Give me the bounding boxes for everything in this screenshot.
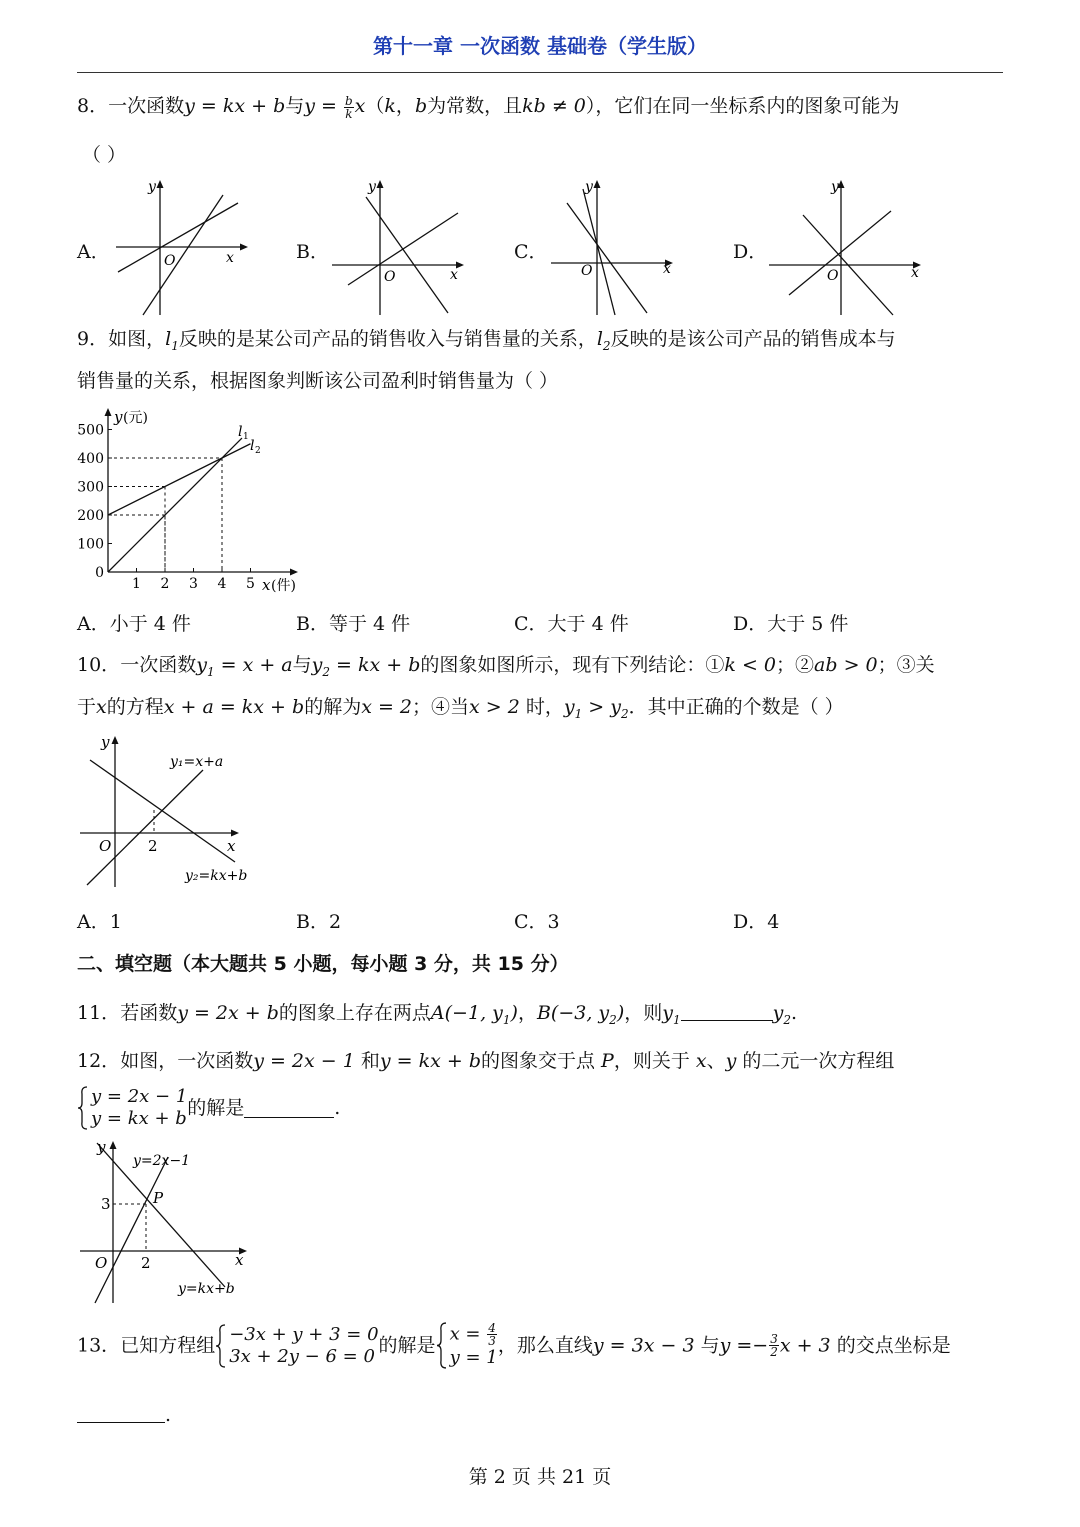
question-13-text — [77, 1322, 951, 1369]
q13-answer-blank[interactable] — [77, 1404, 165, 1423]
q10-l2d: ；④当 — [412, 696, 470, 718]
q10-t1: 一次函数 — [120, 654, 197, 676]
q11-y2: y — [772, 1002, 784, 1024]
q13-e2-num: 3 — [770, 1332, 778, 1346]
q13-sol-num: 4 — [488, 1321, 496, 1335]
q9-l2-sub: 2 — [602, 338, 611, 353]
q8-answer-paren: （ ） — [82, 144, 127, 166]
q10-y2-sub: 2 — [322, 664, 331, 679]
q10-l2y2: y — [610, 696, 621, 718]
q8-comma: ， — [395, 95, 415, 117]
q12-line2-label: y=kx+b — [178, 1281, 235, 1297]
q9-option-b: B．等于 4 件 — [296, 613, 411, 635]
q12-e1: y = 2x − 1 — [253, 1050, 355, 1072]
q11-e1: y = 2x + b — [177, 1002, 279, 1024]
q9-y-tick-400: 400 — [77, 451, 104, 467]
q9-line1-label: l — [238, 424, 243, 440]
q13-t4: 与 — [694, 1334, 720, 1357]
origin-label: O — [581, 263, 593, 279]
q12-t2: 和 — [354, 1050, 380, 1072]
q13-sol-den: 3 — [488, 1334, 496, 1348]
q10-l2b: 的方程 — [106, 696, 164, 718]
y-arrow-icon — [377, 180, 384, 188]
q13-brace-icon — [215, 1324, 227, 1368]
q10-l2y2-sub: 2 — [621, 706, 629, 721]
q11-t1: 若函数 — [120, 1002, 178, 1024]
q12-t3: 的图象交于点 — [481, 1050, 602, 1072]
q8-t1: 一次函数 — [108, 95, 185, 117]
q12-brace-icon — [77, 1086, 89, 1130]
x-axis-label: x — [450, 267, 458, 283]
y-axis-label: y — [148, 179, 156, 195]
q9-l2: l — [596, 328, 603, 350]
q8-option-a-label: A． — [77, 241, 110, 263]
q11-y1: y — [662, 1002, 673, 1024]
q10-t5: ；③关 — [877, 654, 935, 676]
x-axis-label: x — [911, 265, 919, 281]
q9-x-arrow-icon — [290, 569, 298, 576]
q10-y2: y — [311, 654, 323, 676]
q12-sys-eq1: y = 2x − 1 — [91, 1086, 188, 1107]
q10-option-b: B．2 — [296, 911, 342, 933]
origin-label: O — [384, 269, 396, 285]
q11-end: . — [791, 1002, 798, 1024]
question-12-text-line2 — [77, 1086, 340, 1130]
x-axis-label: x — [226, 250, 234, 266]
q9-t3: 反映的是该公司产品的销售成本与 — [610, 328, 896, 350]
q9-lines — [108, 438, 251, 572]
q13-t2: 的解是 — [378, 1334, 436, 1357]
q9-t1: 如图， — [108, 328, 166, 350]
q9-y-tick-300: 300 — [77, 479, 104, 496]
y-axis-label: y — [831, 179, 839, 195]
q13-equation-system — [215, 1324, 378, 1368]
q9-y-tick-200: 200 — [77, 508, 104, 524]
q9-x-unit: (件) — [271, 578, 296, 594]
q12-origin: O — [95, 1254, 108, 1272]
q12-t4: ，则关于 — [613, 1050, 696, 1072]
q8-expr1: y = kx + b — [184, 95, 286, 117]
q9-x-tick-4: 4 — [217, 576, 227, 592]
q8-frac-num: b — [344, 93, 353, 108]
q13-sol-y: y = 1 — [449, 1347, 498, 1368]
q13-solution-system — [436, 1322, 498, 1369]
q13-t3: ，那么直线 — [497, 1334, 593, 1357]
q8-t4: 为常数，且 — [427, 95, 523, 117]
q10-y1: y — [196, 654, 207, 676]
q10-x-arrow-icon — [231, 830, 239, 837]
q10-e1b: = x + a — [214, 654, 293, 676]
q8-option-c-label: C． — [514, 241, 548, 263]
q11-t3: ，则 — [624, 1002, 663, 1024]
q10-l2f: 时， — [519, 696, 564, 718]
question-11-text — [77, 998, 797, 1035]
q10-l2g: ．其中正确的个数是（ ） — [628, 696, 844, 718]
q11-answer-blank[interactable] — [681, 1002, 773, 1021]
q9-chart — [70, 402, 320, 600]
graph-line-1 — [366, 197, 448, 313]
q11-B: B(−3, y — [536, 1002, 610, 1024]
q8-expr2a: y = — [304, 95, 343, 117]
q13-t1: 已知方程组 — [120, 1334, 216, 1357]
q10-l2e: x + a = kx + b — [163, 696, 305, 718]
q10-l2y1-sub: 1 — [574, 706, 583, 721]
q12-t5: 、 — [706, 1050, 726, 1072]
q11-B-sub: 2 — [609, 1012, 617, 1027]
q12-end: . — [334, 1097, 341, 1119]
q9-y-label: y — [114, 408, 123, 426]
q9-l1: l — [165, 328, 172, 350]
q8-option-b-label: B． — [296, 241, 329, 263]
q13-sys-eq1: −3x + y + 3 = 0 — [229, 1323, 379, 1345]
q10-option-a: A．1 — [77, 911, 122, 933]
q9-tick-labels — [77, 423, 255, 593]
q8-graph-b — [328, 175, 468, 320]
x-arrow-icon — [240, 244, 248, 251]
q10-y1-sub: 1 — [206, 664, 215, 679]
q9-x-label: x — [262, 576, 271, 594]
q9-y-tick-0: 0 — [95, 565, 104, 581]
q13-sys-eq2: 3x + 2y − 6 = 0 — [229, 1345, 375, 1367]
q13-e2a: y =− — [719, 1334, 769, 1357]
q9-t2: 反映的是某公司产品的销售收入与销售量的关系， — [178, 328, 597, 350]
question-9-text-line2: 销售量的关系，根据图象判断该公司盈利时销售量为（ ） — [77, 370, 559, 392]
q9-l1-sub: 1 — [171, 338, 179, 353]
graph-line-2 — [348, 213, 458, 285]
q8-t2: 与 — [285, 95, 305, 117]
q12-tick-3: 3 — [101, 1195, 111, 1213]
q9-y-tick-100: 100 — [77, 536, 104, 553]
y-arrow-icon — [594, 180, 601, 188]
q9-x-tick-3: 3 — [189, 576, 198, 592]
q13-e1: y = 3x − 3 — [592, 1334, 695, 1357]
graph-line-2 — [143, 195, 223, 315]
q10-x-label: x — [227, 837, 236, 855]
q10-number: 10． — [77, 654, 121, 676]
q9-x-tick-5: 5 — [246, 576, 255, 592]
origin-label: O — [827, 268, 839, 284]
q12-tick-2: 2 — [141, 1254, 151, 1272]
q10-t2: 与 — [292, 654, 312, 676]
q10-l2e3: x > 2 — [469, 696, 520, 718]
q13-sol-x: x = — [449, 1323, 487, 1345]
q8-expr3: kb ≠ 0 — [522, 95, 586, 117]
q10-l2c: 的解为 — [304, 696, 362, 718]
graph-line-1 — [567, 203, 647, 313]
q12-x-label: x — [235, 1251, 244, 1269]
q8-expr2b: x — [354, 95, 366, 117]
q12-t1: 如图，一次函数 — [120, 1050, 254, 1072]
question-10-text-line2 — [77, 692, 844, 729]
q8-option-d-label: D． — [733, 241, 768, 263]
q8-k: k — [384, 95, 396, 117]
q12-e2: y = kx + b — [379, 1050, 481, 1072]
q9-y-unit: (元) — [123, 410, 148, 426]
question-9-text-line1 — [77, 324, 896, 361]
q13-e2-den: 2 — [770, 1345, 778, 1359]
q8-fraction — [344, 95, 354, 120]
question-10-text-line1 — [77, 650, 935, 687]
q11-y2-sub: 2 — [783, 1012, 791, 1027]
q12-y-label: y — [97, 1138, 106, 1156]
q8-frac-den: k — [345, 106, 353, 121]
q9-option-d: D．大于 5 件 — [733, 613, 849, 635]
q11-number: 11． — [77, 1002, 121, 1024]
page-header-title: 第十一章 一次函数 基础卷（学生版） — [373, 34, 707, 58]
q13-t5: 的交点坐标是 — [830, 1334, 951, 1357]
q12-sys-eq2: y = kx + b — [91, 1108, 187, 1129]
q10-e2b: = kx + b — [330, 654, 421, 676]
question-8-text — [77, 91, 899, 121]
q12-answer-blank[interactable] — [244, 1099, 334, 1118]
q13-e2b: x + 3 — [779, 1334, 831, 1357]
q13-end: . — [165, 1404, 172, 1426]
q9-option-a: A．小于 4 件 — [77, 613, 191, 635]
q11-A-sub: 1 — [502, 1012, 511, 1027]
q12-t6: 的二元一次方程组 — [736, 1050, 895, 1072]
q10-tick-2: 2 — [148, 837, 158, 855]
q8-number: 8． — [77, 95, 109, 117]
q13-answer-line — [77, 1400, 171, 1430]
q9-line2-sub: 2 — [255, 446, 261, 456]
q8-graph-a — [110, 175, 250, 320]
q10-l2gt: > — [582, 696, 611, 718]
q9-number: 9． — [77, 328, 109, 350]
q11-B-end: ) — [616, 1002, 625, 1024]
y-axis-label: y — [368, 179, 376, 195]
q10-option-d: D．4 — [733, 911, 780, 933]
q11-A: A(−1, y — [430, 1002, 503, 1024]
q12-t7: 的解是 — [187, 1097, 245, 1119]
q11-A-end: ) — [510, 1002, 518, 1024]
q9-x-tick-1: 1 — [132, 576, 141, 592]
q12-line-2x-1 — [95, 1157, 168, 1303]
q10-figure — [75, 730, 275, 892]
q12-number: 12． — [77, 1050, 121, 1072]
q13-sol-frac — [487, 1322, 497, 1347]
graph-line-2 — [583, 189, 615, 315]
q10-y-label: y — [101, 733, 110, 751]
origin-label: O — [164, 253, 176, 269]
q9-line1-sub: 1 — [243, 432, 249, 442]
q10-t3: 的图象如图所示，现有下列结论：① — [420, 654, 725, 676]
question-12-text-line1 — [77, 1046, 894, 1076]
graph-line-2 — [789, 211, 891, 295]
section-2-title: 二、填空题（本大题共 5 小题，每小题 3 分，共 15 分） — [77, 953, 569, 975]
q8-graph-d — [765, 175, 930, 320]
q12-equation-system — [77, 1086, 187, 1130]
q13-e2-frac — [769, 1333, 779, 1358]
page-footer: 第 2 页 共 21 页 — [468, 1466, 612, 1488]
q10-origin: O — [99, 837, 112, 855]
header-rule — [77, 72, 1003, 73]
y-axis-label: y — [585, 179, 593, 195]
q9-option-c: C．大于 4 件 — [514, 613, 629, 635]
q8-t5: ），它们在同一坐标系内的图象可能为 — [585, 95, 900, 117]
q10-line1-label: y₁=x+a — [170, 754, 224, 770]
q12-figure — [75, 1135, 265, 1307]
q9-y-arrow-icon — [105, 408, 112, 416]
x-axis-label: x — [663, 261, 671, 277]
q10-line-y2 — [90, 760, 235, 862]
q12-line1-label: y=2x−1 — [133, 1153, 191, 1169]
q12-P: P — [601, 1050, 614, 1072]
q12-x: x — [695, 1050, 707, 1072]
q8-b: b — [414, 95, 428, 117]
q11-t2: 的图象上存在两点 — [278, 1002, 431, 1024]
q11-comma: ， — [517, 1002, 537, 1024]
q13-solution-brace-icon — [436, 1322, 448, 1369]
q10-y-arrow-icon — [112, 736, 119, 744]
q13-number: 13． — [77, 1334, 121, 1357]
q10-c2: ab > 0 — [814, 654, 878, 676]
q8-graph-c — [545, 175, 685, 320]
q10-c1: k < 0 — [724, 654, 777, 676]
q10-line2-label: y₂=kx+b — [185, 868, 248, 884]
q12-y-arrow-icon — [110, 1141, 117, 1149]
q8-t3: （ — [365, 95, 385, 117]
q9-y-tick-500: 500 — [77, 422, 104, 439]
q10-option-c: C．3 — [514, 911, 560, 933]
q9-x-tick-2: 2 — [160, 576, 170, 592]
q11-y1-sub: 1 — [672, 1012, 681, 1027]
q10-l2x: x — [96, 696, 107, 718]
q12-y: y — [725, 1050, 737, 1072]
y-arrow-icon — [157, 180, 164, 188]
q10-l2y1: y — [563, 696, 575, 718]
q9-line2-label: l — [250, 438, 255, 454]
q9-line-l2 — [108, 444, 251, 515]
q12-point-P: P — [153, 1189, 164, 1207]
q10-l2e2: x = 2 — [361, 696, 413, 718]
q10-l2a: 于 — [77, 696, 97, 718]
q10-t4: ；② — [776, 654, 815, 676]
